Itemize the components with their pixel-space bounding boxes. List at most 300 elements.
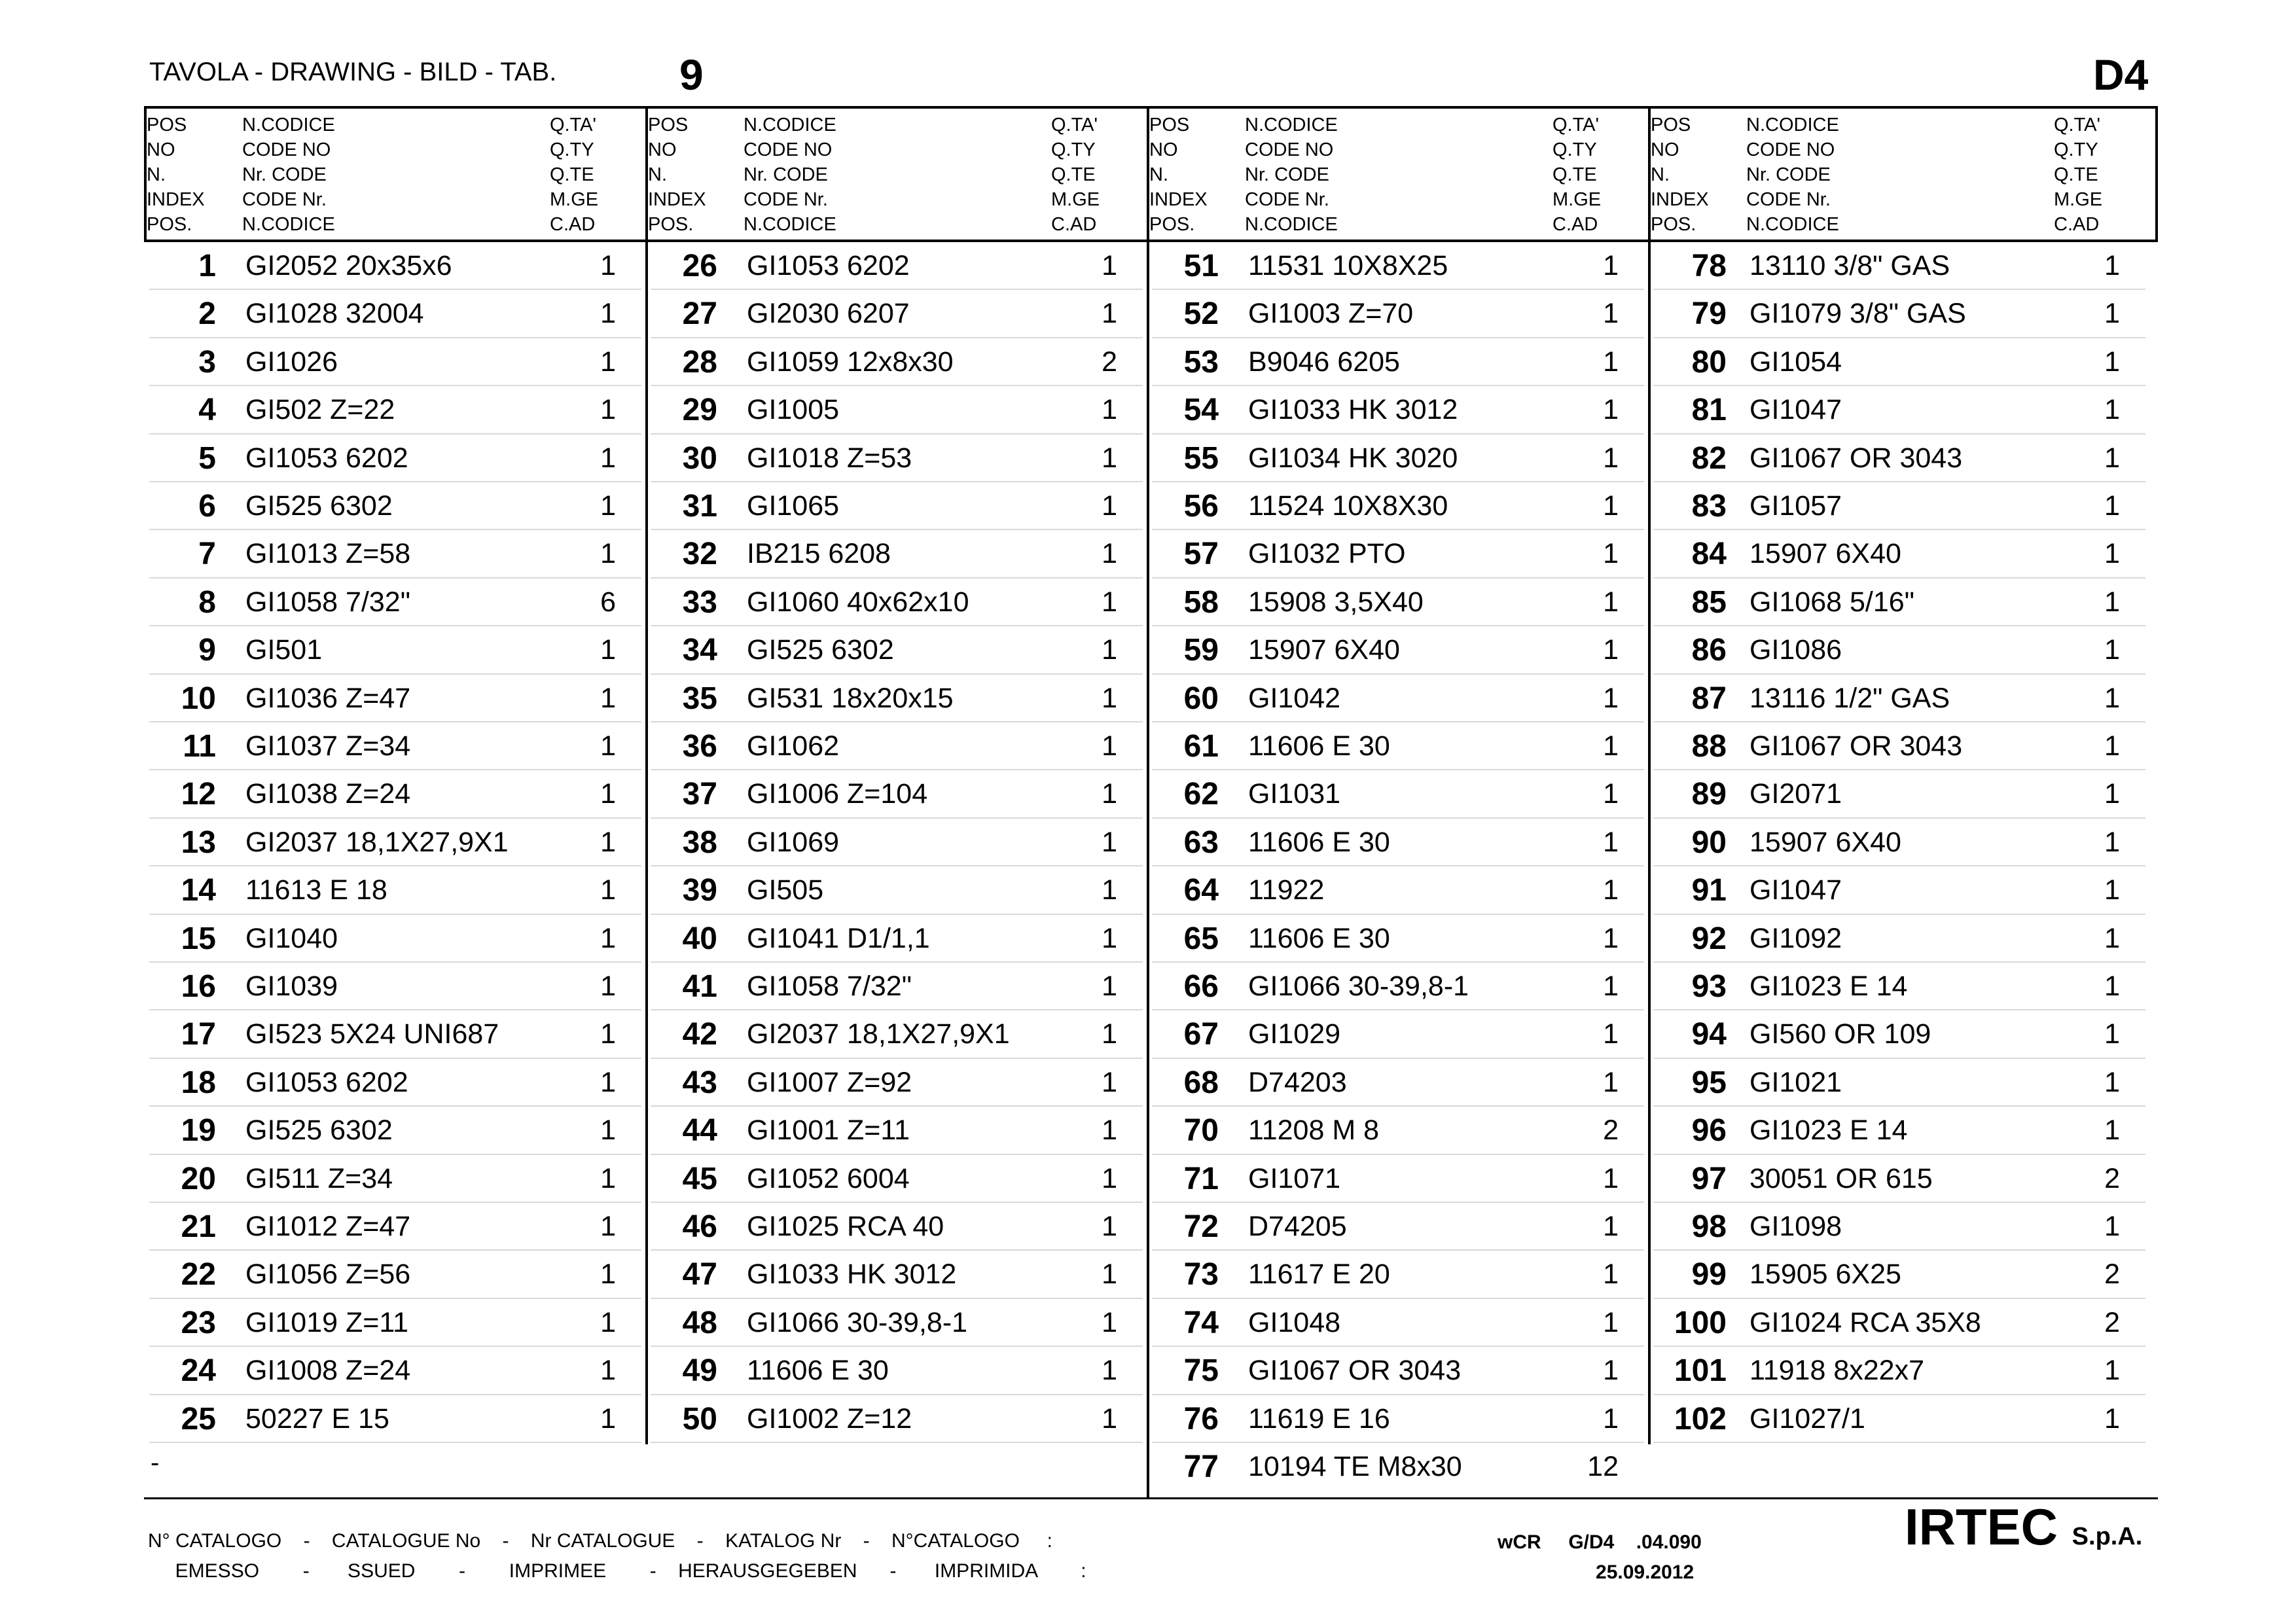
table-row [1648, 1251, 2149, 1298]
table-row [1147, 1203, 1648, 1251]
position-number: 95 [1691, 1065, 1727, 1100]
position-number: 36 [682, 729, 717, 764]
table-row [1648, 626, 2149, 674]
part-code: GI1060 40x62x10 [747, 586, 969, 618]
table-row [1147, 1443, 1648, 1491]
quantity: 1 [1603, 778, 1619, 810]
part-code: GI1057 [1749, 490, 1842, 522]
part-code: GI525 6302 [747, 634, 894, 666]
position-number: 13 [181, 825, 216, 860]
position-number: 61 [1183, 729, 1219, 764]
quantity: 1 [1603, 1162, 1619, 1194]
quantity: 1 [2104, 298, 2120, 330]
table-row [645, 1010, 1147, 1058]
part-code: 13110 3/8" GAS [1749, 250, 1950, 281]
quantity: 1 [1102, 1018, 1117, 1050]
table-row [1648, 482, 2149, 530]
table-row [1648, 1203, 2149, 1251]
position-number: 28 [682, 344, 717, 380]
part-code: GI1033 HK 3012 [1248, 394, 1458, 426]
part-code: GI1066 30-39,8-1 [747, 1306, 968, 1338]
part-code: 11531 10X8X25 [1248, 250, 1448, 281]
position-number: 24 [181, 1353, 216, 1389]
position-number: 62 [1183, 777, 1219, 812]
header-pos: POS NO N. INDEX POS. [1149, 115, 1208, 235]
part-code: 15907 6X40 [1749, 826, 1901, 858]
position-number: 31 [682, 489, 717, 524]
table-row [1648, 722, 2149, 770]
table-row [144, 1107, 645, 1154]
position-number: 2 [198, 296, 216, 332]
quantity: 1 [1603, 1211, 1619, 1242]
table-row [1147, 1251, 1648, 1298]
quantity: 1 [600, 250, 616, 281]
table-row [1648, 1107, 2149, 1154]
part-code: GI1067 OR 3043 [1248, 1355, 1462, 1387]
quantity: 1 [1102, 1115, 1117, 1147]
part-code: GI1053 6202 [245, 1066, 408, 1098]
table-row [1147, 435, 1648, 482]
part-code: GI1006 Z=104 [747, 778, 928, 810]
table-row [645, 1251, 1147, 1298]
quantity: 1 [600, 1355, 616, 1387]
part-code: GI511 Z=34 [245, 1162, 393, 1194]
part-code: 11619 E 16 [1248, 1402, 1390, 1435]
position-number: 23 [181, 1305, 216, 1340]
position-number: 38 [682, 825, 717, 860]
table-row [144, 722, 645, 770]
table-row [144, 770, 645, 818]
catalogue-code: wCR G/D4 .04.090 [1498, 1531, 1702, 1553]
quantity: 1 [1102, 730, 1117, 762]
table-row [1147, 866, 1648, 914]
position-number: 77 [1183, 1450, 1219, 1484]
quantity: 2 [2104, 1162, 2120, 1194]
quantity: 1 [2104, 1211, 2120, 1242]
part-code: 30051 OR 615 [1749, 1162, 1933, 1194]
part-code: 11617 E 20 [1248, 1258, 1390, 1291]
position-number: 35 [682, 681, 717, 716]
quantity: 6 [600, 586, 616, 618]
position-number: 70 [1183, 1113, 1219, 1149]
table-right-border [2155, 106, 2158, 242]
quantity: 1 [600, 778, 616, 810]
part-code: GI1032 PTO [1248, 538, 1406, 570]
part-code: D74205 [1248, 1211, 1347, 1242]
table-row [1648, 770, 2149, 818]
table-row [144, 1299, 645, 1347]
table-row [645, 770, 1147, 818]
quantity: 1 [1102, 634, 1117, 666]
position-number: 40 [682, 921, 717, 956]
part-code: GI1079 3/8" GAS [1749, 298, 1966, 330]
table-bottom-border [144, 1497, 2158, 1499]
quantity: 1 [2104, 634, 2120, 666]
quantity: 1 [600, 1018, 616, 1050]
table-row [1147, 1107, 1648, 1154]
position-number: 67 [1183, 1017, 1219, 1052]
quantity: 1 [600, 922, 616, 954]
position-number: 102 [1674, 1401, 1727, 1436]
position-number: 42 [682, 1017, 717, 1052]
header-pos: POS NO N. INDEX POS. [147, 115, 205, 235]
position-number: 47 [682, 1257, 717, 1293]
table-row [1648, 1299, 2149, 1347]
header-code: N.CODICE CODE NO Nr. CODE CODE Nr. N.CODICE [242, 115, 335, 235]
part-code: GI1002 Z=12 [747, 1402, 912, 1435]
quantity: 1 [600, 490, 616, 522]
table-row [1147, 1347, 1648, 1395]
part-code: GI2037 18,1X27,9X1 [747, 1018, 1010, 1050]
position-number: 20 [181, 1161, 216, 1196]
table-row [1648, 1010, 2149, 1058]
part-code: GI1023 E 14 [1749, 971, 1908, 1002]
table-row [144, 386, 645, 434]
quantity: 1 [600, 1066, 616, 1098]
table-row [645, 1395, 1147, 1443]
quantity: 1 [1102, 971, 1117, 1002]
quantity: 1 [1603, 346, 1619, 378]
quantity: 1 [1102, 538, 1117, 570]
quantity: 1 [2104, 1115, 2120, 1147]
position-number: 71 [1183, 1161, 1219, 1196]
part-code: GI1068 5/16" [1749, 586, 1914, 618]
table-row [1147, 819, 1648, 866]
table-row [645, 530, 1147, 578]
quantity: 1 [1603, 1018, 1619, 1050]
part-code: GI1033 HK 3012 [747, 1258, 957, 1291]
position-number: 52 [1183, 296, 1219, 332]
position-number: 46 [682, 1209, 717, 1244]
issue-date: 25.09.2012 [1498, 1561, 1695, 1583]
quantity: 1 [1603, 250, 1619, 281]
quantity: 1 [1102, 394, 1117, 426]
table-row [1648, 1155, 2149, 1203]
quantity: 2 [2104, 1306, 2120, 1338]
quantity: 1 [600, 826, 616, 858]
position-number: 39 [682, 873, 717, 908]
position-number: 78 [1691, 249, 1727, 283]
table-row [144, 530, 645, 578]
drawing-code: D4 [2093, 50, 2149, 99]
position-number: 21 [181, 1209, 216, 1244]
table-row [645, 1155, 1147, 1203]
position-number: 100 [1674, 1305, 1727, 1340]
part-code: GI1053 6202 [245, 442, 408, 474]
table-row [645, 722, 1147, 770]
quantity: 1 [1603, 586, 1619, 618]
quantity: 1 [2104, 490, 2120, 522]
table-row [144, 579, 645, 626]
position-number: 63 [1183, 825, 1219, 860]
quantity: 1 [2104, 730, 2120, 762]
table-row [1648, 290, 2149, 338]
position-number: 32 [682, 537, 717, 572]
table-row [645, 579, 1147, 626]
position-number: 92 [1691, 921, 1727, 956]
position-number: 14 [181, 873, 216, 908]
part-code: GI2052 20x35x6 [245, 250, 452, 281]
table-row [1147, 1010, 1648, 1058]
part-code: IB215 6208 [747, 538, 891, 570]
quantity: 1 [1102, 1402, 1117, 1435]
part-code: GI2030 6207 [747, 298, 910, 330]
quantity: 1 [2104, 874, 2120, 906]
position-number: 98 [1691, 1209, 1727, 1244]
position-number: 87 [1691, 681, 1727, 716]
part-code: GI1071 [1248, 1162, 1341, 1194]
part-code: GI1047 [1749, 394, 1842, 426]
quantity: 1 [600, 682, 616, 714]
table-row [144, 1395, 645, 1443]
part-code: 11208 M 8 [1248, 1115, 1380, 1147]
position-number: 75 [1183, 1353, 1219, 1389]
position-number: 44 [682, 1113, 717, 1149]
page-title: TAVOLA - DRAWING - BILD - TAB. [149, 58, 557, 86]
part-code: 50227 E 15 [245, 1402, 389, 1435]
table-row [1147, 530, 1648, 578]
position-number: 57 [1183, 537, 1219, 572]
part-code: GI1067 OR 3043 [1749, 730, 1963, 762]
part-code: GI1021 [1749, 1066, 1842, 1098]
table-row [1147, 242, 1648, 290]
part-code: 15907 6X40 [1248, 634, 1400, 666]
part-code: D74203 [1248, 1066, 1347, 1098]
part-code: GI1042 [1248, 682, 1341, 714]
brand-name: IRTEC [1905, 1498, 2058, 1556]
part-code: GI1038 Z=24 [245, 778, 411, 810]
table-row [144, 675, 645, 722]
quantity: 1 [1603, 682, 1619, 714]
table-row [1147, 675, 1648, 722]
position-number: 41 [682, 969, 717, 1004]
position-number: 60 [1183, 681, 1219, 716]
part-code: GI501 [245, 634, 323, 666]
quantity: 1 [1603, 634, 1619, 666]
quantity: 1 [2104, 922, 2120, 954]
position-number: 82 [1691, 440, 1727, 476]
quantity: 1 [1102, 442, 1117, 474]
position-number: 33 [682, 584, 717, 620]
position-number: 6 [198, 489, 216, 524]
part-code: 11606 E 30 [1248, 730, 1390, 762]
part-code: 11922 [1248, 874, 1325, 906]
part-code: B9046 6205 [1248, 346, 1400, 378]
quantity: 1 [2104, 394, 2120, 426]
quantity: 1 [1603, 394, 1619, 426]
table-row [645, 290, 1147, 338]
position-number: 99 [1691, 1257, 1727, 1293]
part-code: GI1007 Z=92 [747, 1066, 912, 1098]
part-code: GI1069 [747, 826, 840, 858]
part-code: 11613 E 18 [245, 874, 387, 906]
part-code: GI505 [747, 874, 824, 906]
part-code: GI1039 [245, 971, 338, 1002]
table-row [1648, 338, 2149, 386]
table-row [645, 482, 1147, 530]
brand-logo [1905, 1497, 2142, 1557]
part-code: GI1056 Z=56 [245, 1258, 411, 1291]
table-row [645, 242, 1147, 290]
position-number: 79 [1691, 296, 1727, 332]
quantity: 1 [600, 1162, 616, 1194]
position-number: 25 [181, 1401, 216, 1436]
table-row [645, 819, 1147, 866]
position-number: 8 [198, 584, 216, 620]
quantity: 1 [2104, 1018, 2120, 1050]
part-code: GI1098 [1749, 1211, 1842, 1242]
position-number: 3 [198, 344, 216, 380]
position-number: 9 [198, 633, 216, 668]
quantity: 1 [2104, 778, 2120, 810]
table-row [144, 338, 645, 386]
quantity: 1 [2104, 346, 2120, 378]
quantity: 1 [1603, 730, 1619, 762]
quantity: 1 [600, 1402, 616, 1435]
part-code: GI1059 12x8x30 [747, 346, 954, 378]
catalogue-line: N° CATALOGO - CATALOGUE No - Nr CATALOGUE - KATALOG Nr - N°CATALOGO : [148, 1530, 1052, 1552]
table-row [1147, 1395, 1648, 1443]
part-code: GI1001 Z=11 [747, 1115, 910, 1147]
position-number: 27 [682, 296, 717, 332]
part-code: GI1008 Z=24 [245, 1355, 411, 1387]
position-number: 15 [181, 921, 216, 956]
table-row [144, 435, 645, 482]
position-number: 65 [1183, 921, 1219, 956]
header-code: N.CODICE CODE NO Nr. CODE CODE Nr. N.CODICE [1245, 115, 1338, 235]
position-number: 86 [1691, 633, 1727, 668]
part-code: GI523 5X24 UNI687 [245, 1018, 499, 1050]
part-code: GI525 6302 [245, 490, 393, 522]
table-row [645, 386, 1147, 434]
position-number: 12 [181, 777, 216, 812]
table-row [645, 435, 1147, 482]
quantity: 1 [1102, 490, 1117, 522]
quantity: 1 [1603, 1066, 1619, 1098]
quantity: 1 [1102, 1066, 1117, 1098]
part-code: 15908 3,5X40 [1248, 586, 1424, 618]
quantity: 1 [1603, 538, 1619, 570]
table-row [144, 866, 645, 914]
part-code: GI1003 Z=70 [1248, 298, 1414, 330]
part-code: 11524 10X8X30 [1248, 490, 1448, 522]
quantity: 1 [1603, 1355, 1619, 1387]
header-code: N.CODICE CODE NO Nr. CODE CODE Nr. N.CODICE [1746, 115, 1839, 235]
part-code: GI1005 [747, 394, 840, 426]
quantity: 1 [600, 971, 616, 1002]
part-code: GI1048 [1248, 1306, 1341, 1338]
header-qty: Q.TA' Q.TY Q.TE M.GE C.AD [1051, 115, 1100, 235]
table-row [1147, 770, 1648, 818]
position-number: 91 [1691, 873, 1727, 908]
table-row [144, 290, 645, 338]
position-number: 58 [1183, 584, 1219, 620]
quantity: 1 [600, 442, 616, 474]
position-number: 45 [682, 1161, 717, 1196]
table-row [1147, 1299, 1648, 1347]
table-row [1147, 722, 1648, 770]
table-row [1648, 963, 2149, 1010]
position-number: 72 [1183, 1209, 1219, 1244]
header-qty: Q.TA' Q.TY Q.TE M.GE C.AD [550, 115, 599, 235]
position-number: 49 [682, 1353, 717, 1389]
table-row [645, 1107, 1147, 1154]
table-row [645, 1299, 1147, 1347]
part-code: GI2071 [1749, 778, 1842, 810]
quantity: 1 [600, 1115, 616, 1147]
header-qty: Q.TA' Q.TY Q.TE M.GE C.AD [2054, 115, 2103, 235]
table-row [645, 1347, 1147, 1395]
table-row [1147, 915, 1648, 963]
part-code: GI1026 [245, 346, 338, 378]
part-code: GI1054 [1749, 346, 1842, 378]
part-code: GI1047 [1749, 874, 1842, 906]
position-number: 1 [198, 249, 216, 283]
quantity: 1 [2104, 826, 2120, 858]
quantity: 1 [1102, 778, 1117, 810]
table-row [144, 1010, 645, 1058]
quantity: 1 [1102, 298, 1117, 330]
table-row [144, 1155, 645, 1203]
footer-labels [148, 1526, 1086, 1586]
part-code: GI1024 RCA 35X8 [1749, 1306, 1981, 1338]
position-number: 93 [1691, 969, 1727, 1004]
part-code: GI1062 [747, 730, 840, 762]
quantity: 1 [2104, 586, 2120, 618]
part-code: GI1034 HK 3020 [1248, 442, 1458, 474]
part-code: GI2037 18,1X27,9X1 [245, 826, 509, 858]
table-row [1648, 386, 2149, 434]
table-row [1648, 242, 2149, 290]
quantity: 1 [1603, 826, 1619, 858]
quantity: 12 [1587, 1451, 1619, 1482]
position-number: 74 [1183, 1305, 1219, 1340]
part-code: 15907 6X40 [1749, 538, 1901, 570]
brand-suffix: S.p.A. [2072, 1523, 2143, 1550]
position-number: 51 [1183, 249, 1219, 283]
table-row [1147, 386, 1648, 434]
table-row [1648, 675, 2149, 722]
quantity: 1 [2104, 538, 2120, 570]
position-number: 10 [181, 681, 216, 716]
table-top-border [144, 106, 2158, 109]
quantity: 1 [1102, 1258, 1117, 1291]
table-row [1648, 1059, 2149, 1107]
position-number: 18 [181, 1065, 216, 1100]
position-number: 90 [1691, 825, 1727, 860]
quantity: 1 [600, 1211, 616, 1242]
quantity: 1 [1603, 490, 1619, 522]
table-row [1147, 338, 1648, 386]
part-code: GI1040 [245, 922, 338, 954]
table-row [1147, 1059, 1648, 1107]
quantity: 1 [1102, 1306, 1117, 1338]
part-code: 10194 TE M8x30 [1248, 1451, 1462, 1482]
position-number: 4 [198, 393, 216, 428]
position-number: 48 [682, 1305, 717, 1340]
quantity: 1 [1603, 442, 1619, 474]
table-row [1147, 482, 1648, 530]
quantity: 1 [1102, 682, 1117, 714]
position-number: 97 [1691, 1161, 1727, 1196]
table-row [144, 915, 645, 963]
quantity: 1 [1603, 1306, 1619, 1338]
quantity: 1 [1603, 1402, 1619, 1435]
position-number: 96 [1691, 1113, 1727, 1149]
part-code: GI1029 [1248, 1018, 1341, 1050]
table-row [1648, 1347, 2149, 1395]
header-pos: POS NO N. INDEX POS. [648, 115, 706, 235]
